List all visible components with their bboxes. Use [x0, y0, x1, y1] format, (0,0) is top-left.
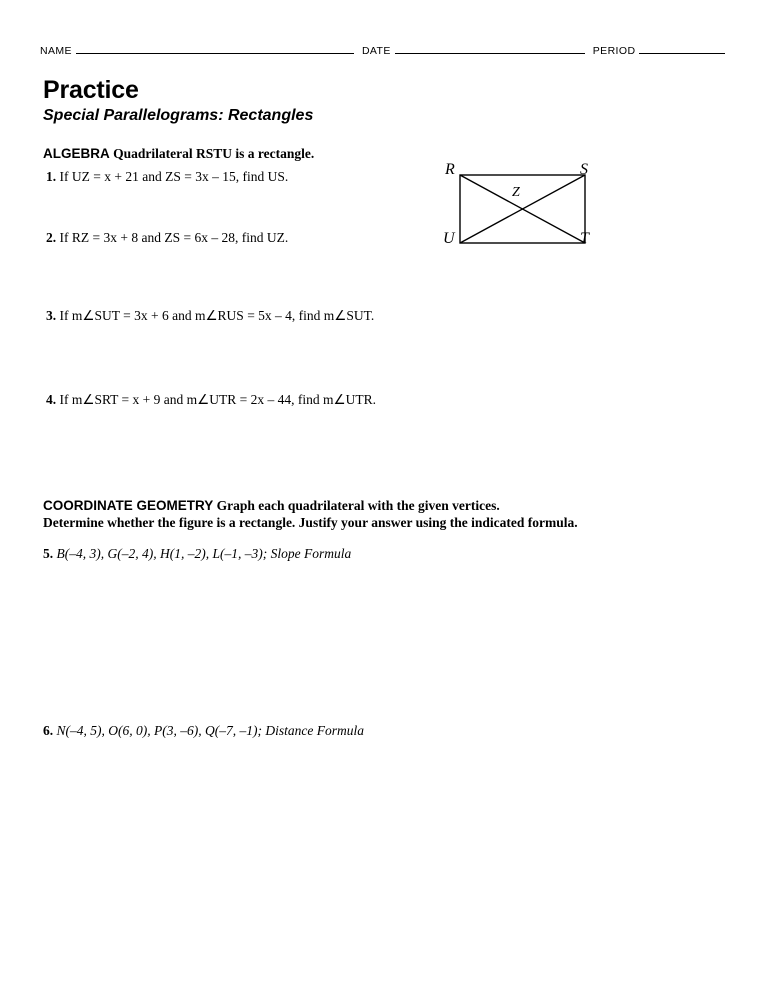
name-write-in-line[interactable] — [76, 42, 354, 54]
coordinate-geometry-directions-line1: Graph each quadrilateral with the given vertices. — [213, 498, 500, 513]
problem-4-number: 4. — [46, 392, 57, 407]
figure-label-z: Z — [512, 185, 520, 200]
coordinate-geometry-directions-lead: COORDINATE GEOMETRY — [43, 498, 214, 513]
problem-4 — [46, 391, 376, 409]
figure-label-r: R — [445, 161, 455, 178]
page-subtitle: Special Parallelograms: Rectangles — [43, 107, 314, 124]
problem-5 — [43, 545, 351, 563]
problem-5-text: B(–4, 3), G(–2, 4), H(1, –2), L(–1, –3); Slope Formula — [56, 546, 352, 561]
problem-6-text: N(–4, 5), O(6, 0), P(3, –6), Q(–7, –1); Distance Formula — [56, 723, 364, 738]
name-label: NAME — [40, 45, 72, 57]
date-label: DATE — [361, 45, 391, 57]
problem-6 — [43, 722, 364, 740]
problem-4-text: If m∠SRT = x + 9 and m∠UTR = 2x – 44, find m∠UTR. — [59, 392, 376, 407]
problem-5-number: 5. — [43, 546, 54, 561]
period-write-in-line[interactable] — [639, 42, 725, 54]
page-title: Practice — [43, 76, 139, 104]
algebra-directions — [43, 145, 314, 162]
date-write-in-line[interactable] — [395, 42, 585, 54]
figure-label-u: U — [443, 230, 455, 247]
figure-label-s: S — [580, 161, 588, 178]
coordinate-geometry-directions-line2: Determine whether the figure is a rectangle. Justify your answer using the indicated formula. — [43, 515, 578, 530]
problem-1 — [46, 168, 288, 186]
problem-2-text: If RZ = 3x + 8 and ZS = 6x – 28, find UZ. — [59, 230, 289, 245]
problem-2-number: 2. — [46, 230, 57, 245]
header-fields — [40, 42, 722, 57]
algebra-directions-text: Quadrilateral RSTU is a rectangle. — [109, 146, 315, 161]
rectangle-rstu-figure — [440, 155, 610, 260]
problem-6-number: 6. — [43, 723, 54, 738]
problem-2 — [46, 229, 288, 247]
algebra-directions-lead: ALGEBRA — [43, 146, 110, 161]
period-label: PERIOD — [592, 45, 636, 57]
problem-3-text: If m∠SUT = 3x + 6 and m∠RUS = 5x – 4, find m∠SUT. — [59, 308, 375, 323]
problem-1-text: If UZ = x + 21 and ZS = 3x – 15, find US. — [59, 169, 289, 184]
figure-label-t: T — [580, 230, 589, 247]
coordinate-geometry-directions — [43, 497, 683, 531]
problem-3-number: 3. — [46, 308, 57, 323]
problem-1-number: 1. — [46, 169, 57, 184]
problem-3 — [46, 307, 374, 325]
